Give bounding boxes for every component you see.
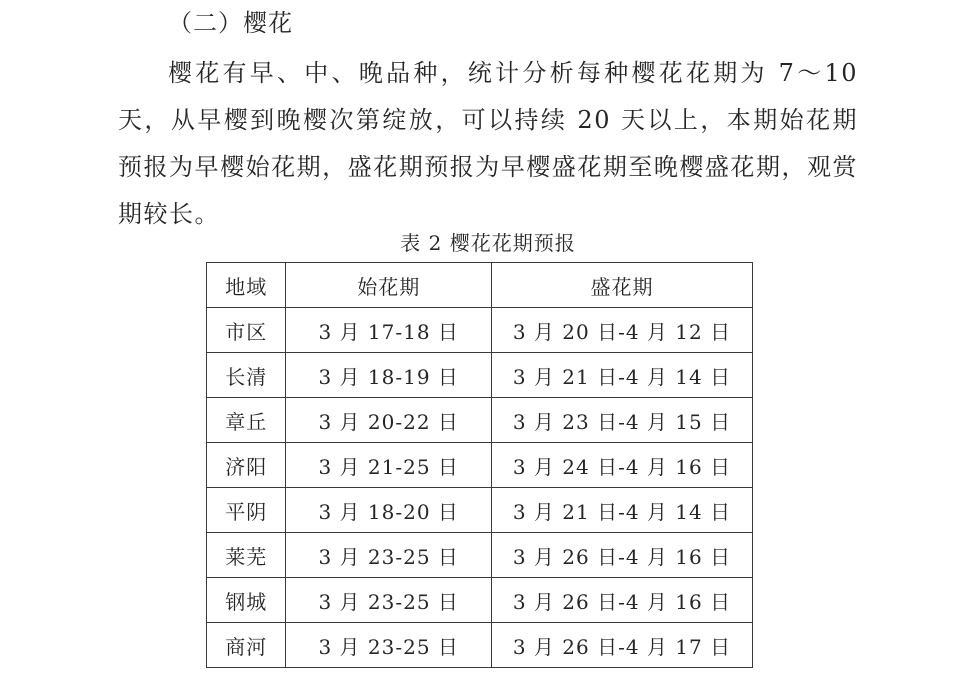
first-bloom-cell: 3 月 18-19 日 [286, 353, 491, 398]
column-header-region: 地域 [207, 263, 286, 308]
section-heading: （二）樱花 [168, 9, 293, 37]
first-bloom-cell: 3 月 21-25 日 [286, 443, 491, 488]
first-bloom-cell: 3 月 20-22 日 [286, 398, 491, 443]
table-row [207, 353, 753, 398]
full-bloom-cell: 3 月 24 日-4 月 16 日 [491, 443, 752, 488]
table-row [207, 623, 753, 668]
full-bloom-cell: 3 月 21 日-4 月 14 日 [491, 488, 752, 533]
first-bloom-cell: 3 月 18-20 日 [286, 488, 491, 533]
full-bloom-cell: 3 月 26 日-4 月 16 日 [491, 578, 752, 623]
table-caption: 表 2 樱花花期预报 [400, 231, 576, 255]
table-row [207, 578, 753, 623]
table-row [207, 443, 753, 488]
cherry-blossom-forecast-table [206, 262, 753, 668]
region-cell: 莱芜 [207, 533, 286, 578]
region-cell: 济阳 [207, 443, 286, 488]
first-bloom-cell: 3 月 23-25 日 [286, 578, 491, 623]
full-bloom-cell: 3 月 26 日-4 月 17 日 [491, 623, 752, 668]
table-row [207, 308, 753, 353]
table-row [207, 533, 753, 578]
region-cell: 商河 [207, 623, 286, 668]
first-bloom-cell: 3 月 23-25 日 [286, 623, 491, 668]
column-header-first-bloom: 始花期 [286, 263, 491, 308]
table-row [207, 488, 753, 533]
region-cell: 平阴 [207, 488, 286, 533]
body-paragraph: 樱花有早、中、晚品种，统计分析每种樱花花期为 7～10 天，从早樱到晚樱次第绽放，可以持续 20 天以上，本期始花期预报为早樱始花期，盛花期预报为早樱盛花期至晚樱盛花期，观赏期较长。 [118, 59, 858, 228]
full-bloom-cell: 3 月 21 日-4 月 14 日 [491, 353, 752, 398]
first-bloom-cell: 3 月 17-18 日 [286, 308, 491, 353]
region-cell: 钢城 [207, 578, 286, 623]
full-bloom-cell: 3 月 23 日-4 月 15 日 [491, 398, 752, 443]
column-header-full-bloom: 盛花期 [491, 263, 752, 308]
table-header-row [207, 263, 753, 308]
full-bloom-cell: 3 月 20 日-4 月 12 日 [491, 308, 752, 353]
region-cell: 市区 [207, 308, 286, 353]
first-bloom-cell: 3 月 23-25 日 [286, 533, 491, 578]
full-bloom-cell: 3 月 26 日-4 月 16 日 [491, 533, 752, 578]
region-cell: 长清 [207, 353, 286, 398]
table-row [207, 398, 753, 443]
region-cell: 章丘 [207, 398, 286, 443]
